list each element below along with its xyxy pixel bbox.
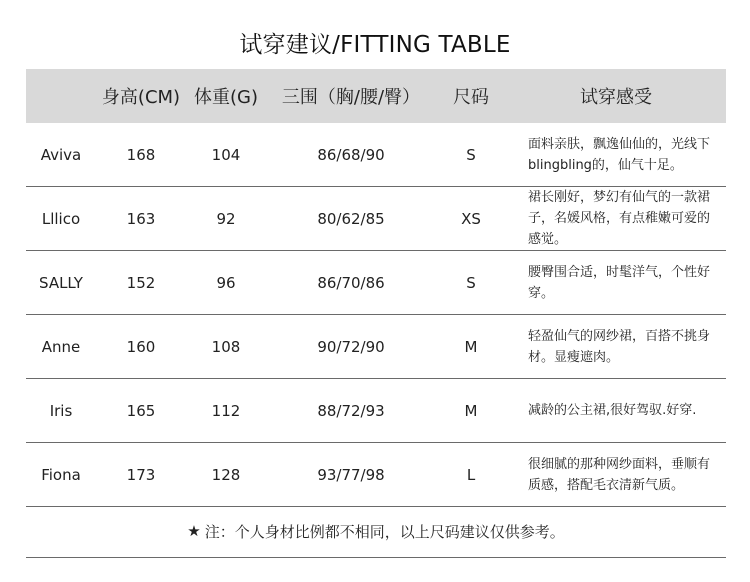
- cell-height: 173: [126, 465, 156, 484]
- fitting-table: [26, 69, 726, 507]
- table-title: 试穿建议/FITTING TABLE: [239, 32, 511, 58]
- cell-weight: 128: [211, 465, 241, 484]
- table-header-row: [26, 69, 726, 123]
- cell-height: 165: [126, 401, 156, 420]
- cell-feedback: 面料亲肤，飘逸仙仙的，光线下blingbling的，仙气十足。: [528, 136, 711, 173]
- cell-name: Fiona: [41, 465, 81, 484]
- table-row: [26, 251, 726, 315]
- cell-weight: 96: [216, 273, 236, 292]
- cell-height: 168: [126, 145, 156, 164]
- header-height: 身高(CM): [101, 87, 181, 108]
- cell-feedback: 裙长刚好，梦幻有仙气的一款裙子，名媛风格，有点稚嫩可爱的感觉。: [528, 190, 711, 247]
- cell-name: Anne: [41, 337, 81, 356]
- header-measurements: 三围（胸/腰/臀）: [281, 87, 421, 108]
- cell-feedback: 减龄的公主裙,很好驾驭.好穿.: [528, 403, 697, 418]
- cell-size: S: [466, 273, 476, 292]
- cell-measurements: 86/68/90: [317, 145, 385, 164]
- cell-measurements: 88/72/93: [317, 401, 385, 420]
- cell-height: 160: [126, 337, 156, 356]
- cell-feedback: 轻盈仙气的网纱裙，百搭不挑身材。显瘦遮肉。: [528, 328, 711, 365]
- cell-weight: 112: [211, 401, 241, 420]
- footer-note: [26, 505, 726, 558]
- cell-name: Lllico: [41, 209, 81, 228]
- cell-size: M: [464, 337, 478, 356]
- footer-text: 注：个人身材比例都不相同，以上尺码建议仅供参考。: [204, 522, 565, 541]
- table-row: [26, 443, 726, 507]
- table-row: [26, 315, 726, 379]
- cell-weight: 108: [211, 337, 241, 356]
- header-weight: 体重(G): [194, 87, 258, 108]
- cell-feedback: 很细腻的那种网纱面料，垂顺有质感，搭配毛衣清新气质。: [528, 456, 711, 493]
- header-feedback: 试穿感受: [580, 87, 652, 108]
- cell-size: M: [464, 401, 478, 420]
- star-icon: ★: [187, 522, 201, 540]
- cell-measurements: 93/77/98: [317, 465, 385, 484]
- cell-size: XS: [461, 209, 481, 228]
- cell-measurements: 86/70/86: [317, 273, 385, 292]
- cell-height: 152: [126, 273, 156, 292]
- cell-measurements: 80/62/85: [317, 209, 385, 228]
- table-row: [26, 379, 726, 443]
- cell-size: L: [466, 465, 476, 484]
- cell-weight: 104: [211, 145, 241, 164]
- table-row: [26, 187, 726, 251]
- cell-measurements: 90/72/90: [317, 337, 385, 356]
- cell-size: S: [466, 145, 476, 164]
- cell-name: Iris: [49, 401, 73, 420]
- cell-name: Aviva: [40, 145, 82, 164]
- header-size: 尺码: [453, 87, 489, 108]
- cell-name: SALLY: [39, 273, 83, 292]
- cell-weight: 92: [216, 209, 236, 228]
- cell-feedback: 腰臀围合适，时髦洋气，个性好穿。: [528, 264, 711, 301]
- cell-height: 163: [126, 209, 156, 228]
- table-row: [26, 123, 726, 187]
